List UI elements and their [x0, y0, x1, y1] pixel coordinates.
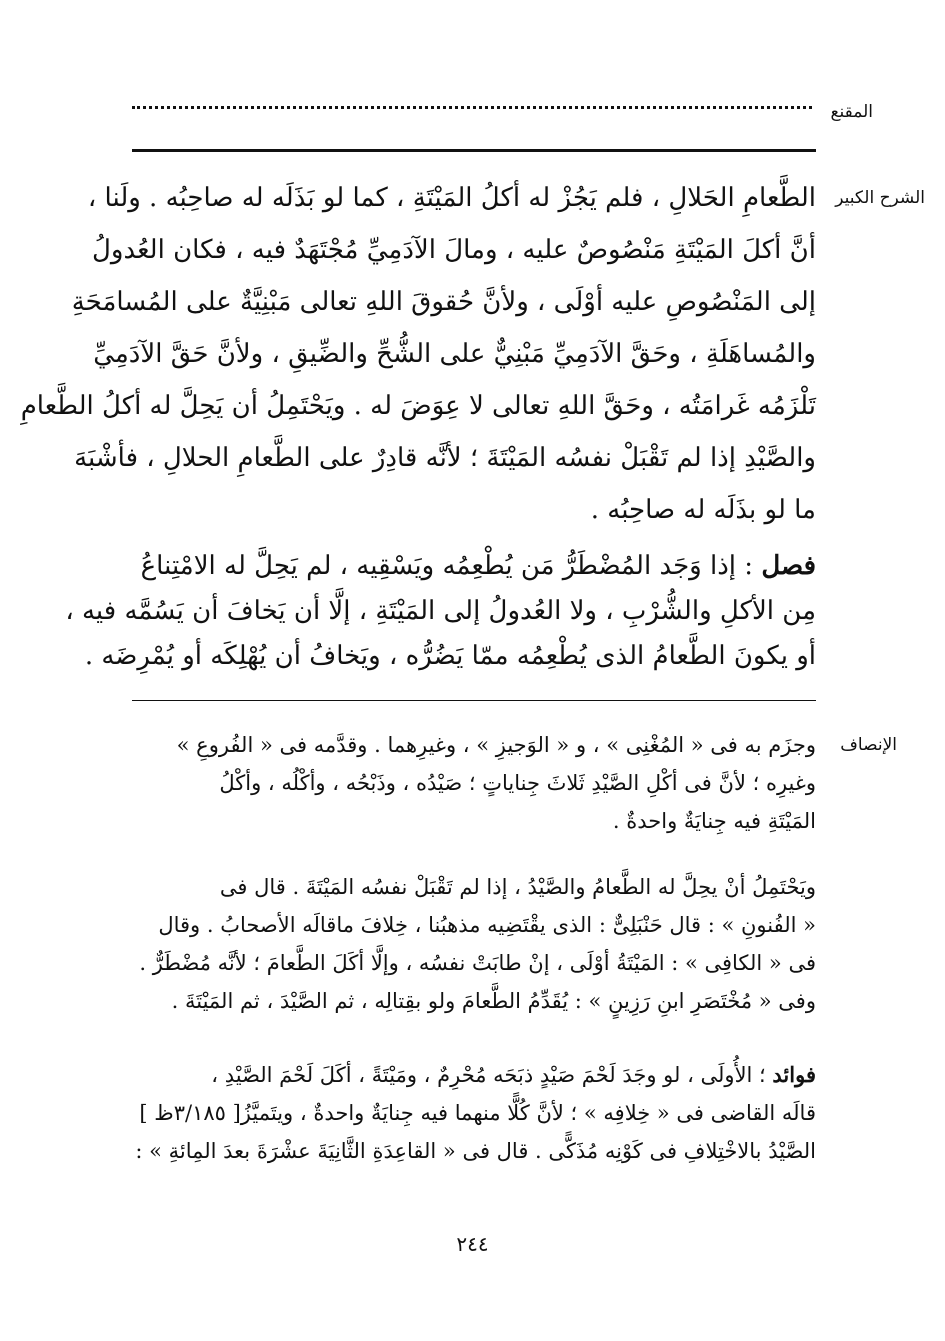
sharh-line: ما لو بذَلَه له صاحِبُه . — [590, 495, 816, 525]
insaf-line: « الفُنونِ » : قال حَنْبَلِىٌّ : الذى يقْتَضِيه مذهبُنا ، خِلافَ ماقالَه الأصحابُ . وقال — [158, 913, 816, 937]
insaf-paragraph-2 — [132, 868, 816, 1020]
insaf-paragraph-1 — [132, 726, 816, 840]
insaf-line-text: قالَه القاضى فى « خِلافِه » ؛ لأنَّ كُلًّا منهما فيه جِنايَةٌ واحدةٌ ، ويتَميَّزُ — [240, 1101, 816, 1125]
faseel-heading: فصل — [761, 551, 816, 581]
manuscript-reference: [ ٣/١٨٥ظ ] — [139, 1101, 241, 1125]
insaf-line: فى « الكافِى » : المَيْتَةُ أوْلَى ، إنْ طابَتْ نفسُه ، وإلَّا أكَلَ الطَّعامَ ؛ لأنَّه مُضْطَرٌّ . — [139, 951, 816, 975]
page-number: ٢٤٤ — [456, 1232, 489, 1256]
faseel-line: مِن الأكلِ والشُّرْبِ ، ولا العُدولُ إلى المَيْتَةِ ، إلَّا أن يَخافَ أن يَسُمَّه فيه ، — [65, 596, 816, 626]
header-book-title: المقنع — [830, 102, 873, 122]
header-thick-rule — [132, 149, 816, 152]
sharh-line: والصَّيْدِ إذا لم تَقْبَلْ نفسُه المَيْتَةَ ؛ لأنَّه قادِرٌ على الطَّعامِ الحلالِ ، فأشْبَهَ — [74, 443, 816, 473]
insaf-line: الصَّيْدُ بالاخْتِلافِ فى كَوْنِه مُذَكًّى . قال فى « القاعِدَةِ الثَّانِيَةَ عشْرَةَ بعدَ المِائةِ » : — [135, 1139, 816, 1163]
insaf-line: وغيرِه ؛ لأنَّ فى أكْلِ الصَّيْدِ ثَلاثَ جِناياتٍ ؛ صَيْدُه ، وذَبْحُه ، وأكْلُه ، وأكْلُ — [219, 771, 816, 795]
insaf-paragraph-3 — [132, 1056, 816, 1170]
insaf-line: ويَحْتَمِلُ أنْ يحِلَّ له الطَّعامُ والصَّيْدُ ، إذا لم تَقْبَلْ نفسُه المَيْتَةَ . قال فى — [219, 875, 816, 899]
insaf-line: وجزَم به فى « المُغْنِى » ، و « الوَجيزِ » ، وغيرِهما . وقدَّمه فى « الفُروعِ » — [176, 733, 816, 757]
section-divider — [132, 700, 816, 701]
sharh-line: إلى المَنْصُوصِ عليه أوْلَى ، ولأنَّ حُقوقَ اللهِ تعالى مَبْنِيَّةٌ على المُسامَحَةِ — [71, 287, 816, 317]
faseel-line-text: : إذا وَجَد المُضْطَرُّ مَن يُطْعِمُه ويَسْقِيه ، لم يَحِلَّ له الامْتِناعُ — [140, 551, 762, 581]
insaf-line: وفى « مُخْتَصَرِ ابنِ رَزِينٍ » : يُقَدِّمُ الطَّعامَ ولو بقِتالِه ، ثم الصَّيْدَ ، ثم المَيْتَةَ . — [171, 989, 816, 1013]
insaf-line — [132, 1094, 816, 1132]
faseel-text — [65, 544, 816, 679]
fawaid-heading: فوائد — [772, 1062, 816, 1087]
insaf-line: المَيْتَةِ فيه جِنايَةٌ واحدةٌ . — [612, 809, 816, 833]
insaf-side-label: الإنصاف — [840, 735, 897, 755]
header-dotted-rule — [132, 106, 812, 109]
sharh-line: تَلْزَمُه غَرامَتُه ، وحَقَّ اللهِ تعالى لا عِوَضَ له . ويَحْتَمِلُ أن يَحِلَّ له أكلُ الطَّعامِ — [20, 391, 816, 421]
sharh-text — [20, 172, 816, 536]
sharh-line: والمُساهَلَةِ ، وحَقَّ الآدَمِيِّ مَبْنِيٌّ على الشُّحِّ والضِّيقِ ، ولأنَّ حَقَّ الآدَمِيِّ — [93, 339, 816, 369]
sharh-line: أنَّ أكلَ المَيْتَةِ مَنْصُوصٌ عليه ، ومالَ الآدَمِيِّ مُجْتَهَدٌ فيه ، فكان العُدولُ — [92, 235, 816, 265]
sharh-side-label: الشرح الكبير — [835, 188, 925, 208]
faseel-line — [132, 544, 816, 589]
insaf-line-text: ؛ الأُولَى ، لو وجَدَ لَحْمَ صَيْدٍ ذبَحَه مُحْرِمٌ ، ومَيْتَةً ، أكَلَ لَحْمَ الصَّيْدِ ، — [211, 1063, 773, 1087]
sharh-line: الطَّعامِ الحَلالِ ، فلم يَجُزْ له أكلُ المَيْتَةِ ، كما لو بَذَلَه له صاحِبُه . ولَنا ، — [87, 183, 816, 213]
insaf-line — [132, 1056, 816, 1094]
faseel-line: أو يكونَ الطَّعامُ الذى يُطْعِمُه ممّا يَضُرُّه ، ويَخافُ أن يُهْلِكَه أو يُمْرِضَه . — [84, 641, 816, 671]
